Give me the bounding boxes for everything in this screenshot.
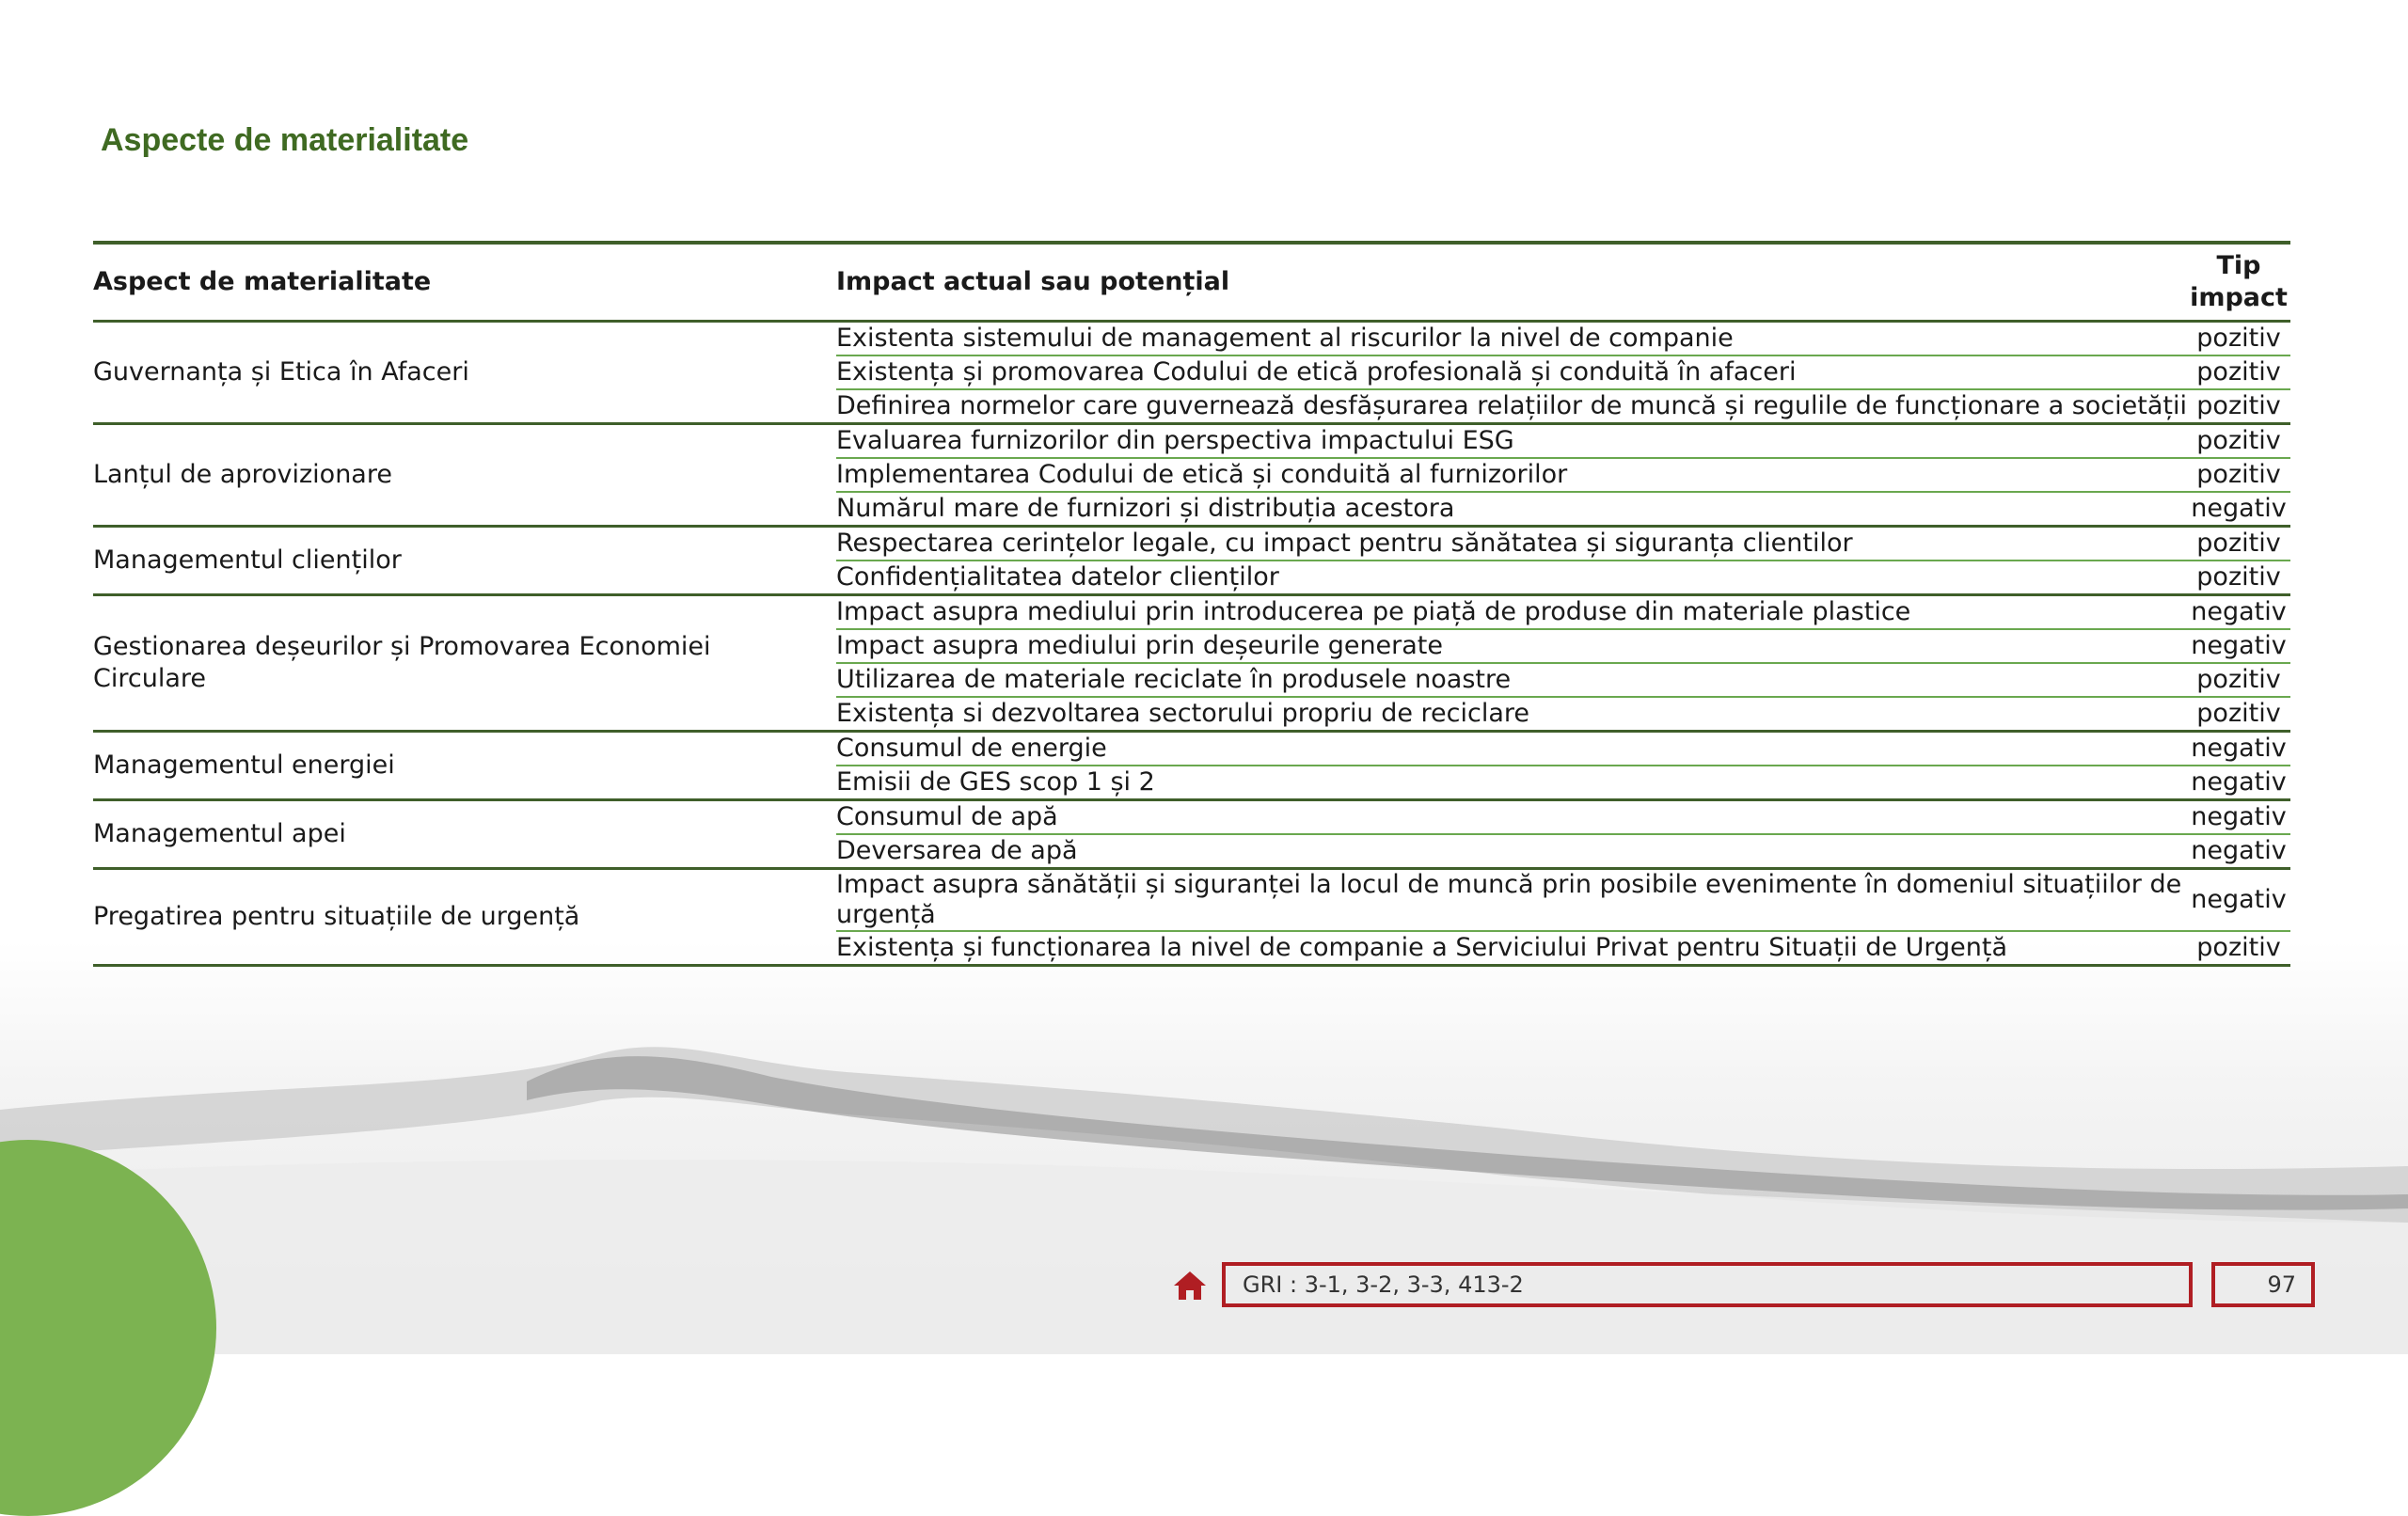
header-tip-impact: Tip impact [2190, 251, 2288, 312]
tip-cell: negativ [2187, 766, 2290, 800]
aspect-cell: Lanțul de aprovizionare [93, 424, 836, 527]
table-row [93, 424, 2290, 459]
table-row [93, 527, 2290, 561]
impact-cell: Existenta sistemului de management al riscurilor la nivel de companie [836, 322, 2187, 356]
tip-cell: negativ [2187, 834, 2290, 869]
tip-cell: negativ [2187, 629, 2290, 663]
impact-cell: Impact asupra mediului prin introducerea pe piață de produse din materiale plastice [836, 595, 2187, 630]
page-number: 97 [2267, 1271, 2296, 1298]
home-icon[interactable] [1172, 1270, 1208, 1302]
aspect-cell: Gestionarea deșeurilor și Promovarea Economiei Circulare [93, 595, 836, 732]
impact-cell: Existența și promovarea Codului de etică profesională și conduită în afaceri [836, 355, 2187, 389]
tip-cell: negativ [2187, 869, 2290, 932]
aspect-cell: Pregatirea pentru situațiile de urgență [93, 869, 836, 966]
impact-cell: Consumul de energie [836, 732, 2187, 766]
impact-cell: Implementarea Codului de etică și conduită al furnizorilor [836, 458, 2187, 492]
gri-reference-text: GRI : 3-1, 3-2, 3-3, 413-2 [1243, 1271, 1524, 1298]
tip-cell: pozitiv [2187, 663, 2290, 697]
tip-cell: pozitiv [2187, 458, 2290, 492]
gri-reference-box [1222, 1262, 2193, 1307]
tip-cell: pozitiv [2187, 424, 2290, 459]
tip-cell: pozitiv [2187, 527, 2290, 561]
table-header-row [93, 243, 2290, 322]
tip-cell: pozitiv [2187, 561, 2290, 595]
impact-cell: Existența și funcționarea la nivel de companie a Serviciului Privat pentru Situații de Urgență [836, 931, 2187, 966]
impact-cell: Evaluarea furnizorilor din perspectiva impactului ESG [836, 424, 2187, 459]
impact-cell: Emisii de GES scop 1 și 2 [836, 766, 2187, 800]
tip-cell: negativ [2187, 732, 2290, 766]
table-row [93, 800, 2290, 835]
table-row [93, 322, 2290, 356]
table-row [93, 869, 2290, 932]
impact-cell: Impact asupra sănătății și siguranței la locul de muncă prin posibile evenimente în domeniul situațiilor de urgență [836, 869, 2187, 932]
page-number-box [2211, 1262, 2315, 1307]
impact-cell: Definirea normelor care guvernează desfășurarea relațiilor de muncă și regulile de funcționare a societății [836, 389, 2187, 424]
impact-cell: Utilizarea de materiale reciclate în produsele noastre [836, 663, 2187, 697]
impact-cell: Impact asupra mediului prin deșeurile generate [836, 629, 2187, 663]
header-impact: Impact actual sau potențial [836, 267, 1230, 296]
impact-cell: Respectarea cerințelor legale, cu impact pentru sănătatea și siguranța clientilor [836, 527, 2187, 561]
tip-cell: pozitiv [2187, 355, 2290, 389]
aspect-cell: Guvernanța și Etica în Afaceri [93, 322, 836, 424]
impact-cell: Existența si dezvoltarea sectorului propriu de reciclare [836, 697, 2187, 732]
aspect-cell: Managementul clienților [93, 527, 836, 595]
materiality-table [93, 241, 2290, 967]
aspect-cell: Managementul energiei [93, 732, 836, 800]
header-aspect: Aspect de materialitate [93, 267, 432, 296]
tip-cell: negativ [2187, 595, 2290, 630]
tip-cell: pozitiv [2187, 389, 2290, 424]
tip-cell: pozitiv [2187, 322, 2290, 356]
impact-cell: Numărul mare de furnizori și distribuția acestora [836, 492, 2187, 527]
aspect-cell: Managementul apei [93, 800, 836, 869]
tip-cell: pozitiv [2187, 697, 2290, 732]
page-title: Aspecte de materialitate [101, 122, 469, 158]
impact-cell: Confidențialitatea datelor clienților [836, 561, 2187, 595]
tip-cell: negativ [2187, 800, 2290, 835]
tip-cell: negativ [2187, 492, 2290, 527]
tip-cell: pozitiv [2187, 931, 2290, 966]
table-row [93, 732, 2290, 766]
impact-cell: Consumul de apă [836, 800, 2187, 835]
impact-cell: Deversarea de apă [836, 834, 2187, 869]
table-row [93, 595, 2290, 630]
